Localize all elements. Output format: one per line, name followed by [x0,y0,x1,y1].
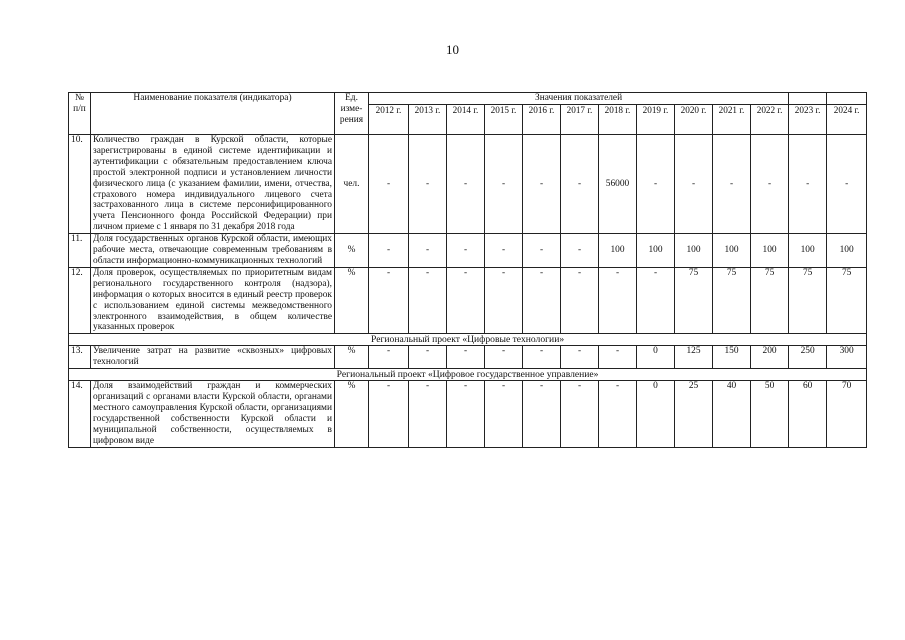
value-cell: - [447,346,485,369]
row-number: 14. [69,381,91,447]
header-blank-cell [827,93,867,105]
value-cell: - [447,381,485,447]
year-header: 2017 г. [561,105,599,135]
value-cell: 100 [599,234,637,268]
section-heading: Региональный проект «Цифровое государственное управление» [69,369,867,381]
year-header: 2023 г. [789,105,827,135]
value-cell: - [369,234,409,268]
value-cell: - [369,381,409,447]
year-header: 2019 г. [637,105,675,135]
header-name: Наименование показателя (индикатора) [91,93,335,135]
year-header: 2018 г. [599,105,637,135]
value-cell: - [409,234,447,268]
value-cell: 300 [827,346,867,369]
indicator-unit: % [335,234,369,268]
value-cell: - [561,346,599,369]
year-header: 2021 г. [713,105,751,135]
value-cell: - [523,135,561,234]
value-cell: 100 [827,234,867,268]
header-blank-cell [789,93,827,105]
value-cell: - [523,234,561,268]
section-heading-row [69,334,867,346]
indicator-unit: % [335,267,369,333]
value-cell: - [637,267,675,333]
indicator-name: Количество граждан в Курской области, которые зарегистрированы в единой системе идентификации и аутентификации с обязательным предоставлением ключа простой электронной подписи и установлением личности физического лица (с указанием фамилии, имени, отчества, страхового номера индивидуального лицевого счета застрахованного лица в системе персонифицированного учета Пенсионного фонда Российской Федерации) при личном приеме с 1 января по 31 декабря 2018 года [91,135,335,234]
year-header: 2012 г. [369,105,409,135]
value-cell: - [637,135,675,234]
value-cell: - [599,346,637,369]
value-cell: 75 [751,267,789,333]
value-cell: - [523,346,561,369]
row-number: 10. [69,135,91,234]
value-cell: 25 [675,381,713,447]
value-cell: 70 [827,381,867,447]
table-row [69,234,867,268]
value-cell: 100 [751,234,789,268]
value-cell: - [485,381,523,447]
value-cell: - [485,267,523,333]
header-unit: Ед. изме-рения [335,93,369,135]
value-cell: - [561,381,599,447]
table-row [69,381,867,447]
year-header: 2016 г. [523,105,561,135]
value-cell: - [485,234,523,268]
value-cell: - [523,381,561,447]
indicator-unit: % [335,381,369,447]
value-cell: - [561,135,599,234]
value-cell: 100 [713,234,751,268]
value-cell: - [369,267,409,333]
value-cell: 75 [675,267,713,333]
value-cell: - [447,267,485,333]
value-cell: - [751,135,789,234]
indicator-unit: чел. [335,135,369,234]
value-cell: - [713,135,751,234]
year-header: 2015 г. [485,105,523,135]
value-cell: - [409,135,447,234]
row-number: 12. [69,267,91,333]
value-cell: 100 [637,234,675,268]
value-cell: 0 [637,381,675,447]
value-cell: - [599,267,637,333]
value-cell: - [561,234,599,268]
year-header: 2022 г. [751,105,789,135]
value-cell: 0 [637,346,675,369]
row-number: 13. [69,346,91,369]
value-cell: - [485,135,523,234]
value-cell: 56000 [599,135,637,234]
value-cell: - [789,135,827,234]
value-cell: - [827,135,867,234]
indicator-name: Увеличение затрат на развитие «сквозных» цифровых технологий [91,346,335,369]
value-cell: - [599,381,637,447]
value-cell: 200 [751,346,789,369]
value-cell: - [447,135,485,234]
indicator-unit: % [335,346,369,369]
section-heading-row [69,369,867,381]
header-values-group: Значения показателей [369,93,789,105]
section-heading: Региональный проект «Цифровые технологии» [69,334,867,346]
value-cell: 50 [751,381,789,447]
indicator-name: Доля проверок, осуществляемых по приоритетным видам регионального государственного контроля (надзора), информация о которых вносится в единый реестр проверок с использованием единой системы межведомственного электронного взаимодействия, в общем количестве указанных проверок [91,267,335,333]
value-cell: - [485,346,523,369]
value-cell: 75 [789,267,827,333]
value-cell: 40 [713,381,751,447]
value-cell: - [369,135,409,234]
indicator-name: Доля государственных органов Курской области, имеющих рабочие места, отвечающие современным требованиям в области информационно-коммуникационных технологий [91,234,335,268]
year-header: 2014 г. [447,105,485,135]
year-header: 2013 г. [409,105,447,135]
table-row [69,135,867,234]
value-cell: 60 [789,381,827,447]
value-cell: - [409,267,447,333]
indicator-name: Доля взаимодействий граждан и коммерческих организаций с органами власти Курской области, органами местного самоуправления Курской области, организациями государственной собственности Курской области и муниципальной собственности, осуществляемых в цифровом виде [91,381,335,447]
value-cell: - [675,135,713,234]
value-cell: 250 [789,346,827,369]
value-cell: - [369,346,409,369]
value-cell: 100 [675,234,713,268]
year-header: 2024 г. [827,105,867,135]
indicators-table [68,92,867,448]
value-cell: - [447,234,485,268]
value-cell: - [409,346,447,369]
value-cell: 150 [713,346,751,369]
value-cell: 75 [713,267,751,333]
row-number: 11. [69,234,91,268]
header-num: № п/п [69,93,91,135]
value-cell: 75 [827,267,867,333]
page-number: 10 [446,42,459,57]
year-header: 2020 г. [675,105,713,135]
value-cell: 100 [789,234,827,268]
value-cell: - [409,381,447,447]
value-cell: - [561,267,599,333]
table-row [69,346,867,369]
value-cell: - [523,267,561,333]
value-cell: 125 [675,346,713,369]
table-row [69,267,867,333]
